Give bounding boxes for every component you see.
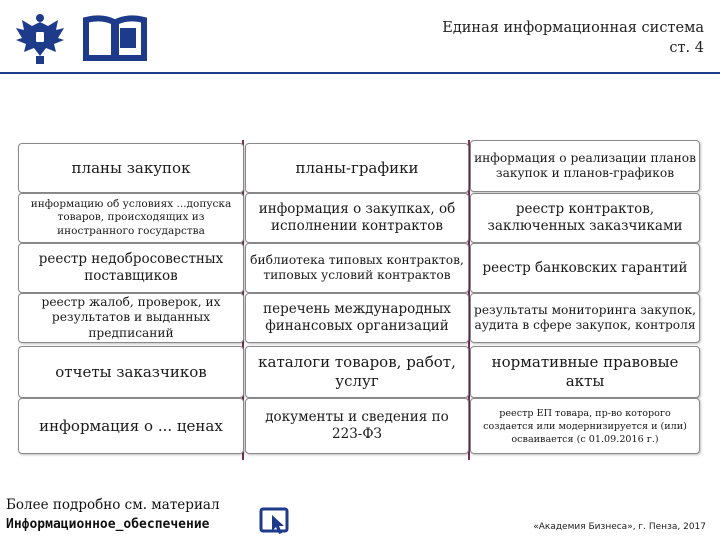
document-pointer-icon[interactable] — [258, 503, 294, 537]
cell-plan-implementation: информация о реализации планов закупок и планов-графиков — [470, 140, 700, 192]
header-title-line1: Единая информационная система — [442, 20, 704, 36]
cell-unfair-suppliers-register: реестр недобросовестных поставщиков — [18, 243, 244, 293]
cell-contracts-register: реестр контрактов, заключенных заказчиками — [470, 193, 700, 243]
cell-prices-info: информация о ... ценах — [18, 398, 244, 454]
header-title-line2: ст. 4 — [669, 40, 704, 56]
cell-bank-guarantees-register: реестр банковских гарантий — [470, 243, 700, 293]
cell-standard-contracts-library: библиотека типовых контрактов, типовых условий контрактов — [245, 243, 469, 293]
cell-procurement-info: информация о закупках, об исполнении контрактов — [245, 193, 469, 243]
cell-single-supplier-register: реестр ЕП товара, пр-во которого создается или модернизируется и (или) осваивается (с 01.09.2016 г.) — [470, 398, 700, 454]
footer-reference — [6, 496, 220, 534]
footer-material-link[interactable]: Информационное_обеспечение — [6, 517, 210, 532]
cell-foreign-goods-conditions: информацию об условиях ...допуска товаров, происходящих из иностранного государства — [18, 193, 244, 243]
cell-catalogs: каталоги товаров, работ, услуг — [245, 346, 469, 398]
cell-customer-reports: отчеты заказчиков — [18, 346, 244, 398]
cell-monitoring-results: результаты мониторинга закупок, аудита в сфере закупок, контроля — [470, 293, 700, 343]
footer-credit: «Академия Бизнеса», г. Пенза, 2017 — [533, 522, 706, 532]
cell-purchase-plans: планы закупок — [18, 143, 244, 193]
cell-international-organizations: перечень международных финансовых организаций — [245, 293, 469, 343]
cell-complaints-register: реестр жалоб, проверок, их результатов и выданных предписаний — [18, 293, 244, 343]
cell-223fz-documents: документы и сведения по 223-ФЗ — [245, 398, 469, 454]
cell-schedules: планы-графики — [245, 143, 469, 193]
footer-line1: Более подробно см. материал — [6, 497, 220, 513]
cell-regulations: нормативные правовые акты — [470, 346, 700, 398]
